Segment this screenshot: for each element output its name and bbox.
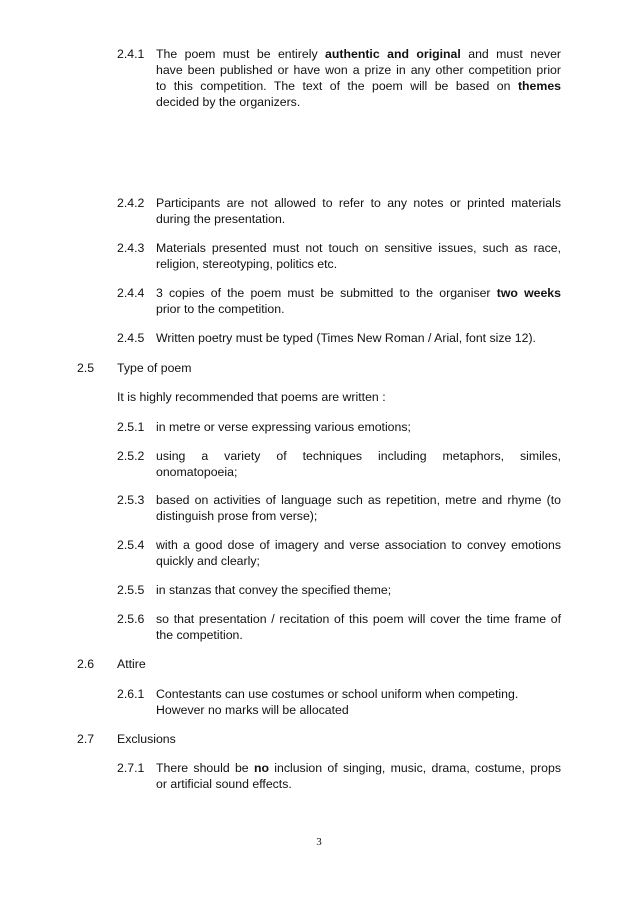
item-2-5-1-line-1: in metre or verse expressing various emotions; [156,420,411,434]
section-number-2-6: 2.6 [77,657,95,671]
item-2-5-6-line-2: the competition. [156,628,243,642]
item-number-2-5-2: 2.5.2 [117,449,145,463]
item-number-2-4-4: 2.4.4 [117,286,145,300]
section-title-exclusions: Exclusions [117,732,176,746]
item-2-5-2-line-1: using a variety of techniques including metaphors, similes, [156,449,561,463]
section-title-type-of-poem: Type of poem [117,361,192,375]
item-2-4-4-line-2: prior to the competition. [156,302,285,316]
item-2-4-5-line-1: Written poetry must be typed (Times New Roman / Arial, font size 12). [156,331,536,345]
item-number-2-7-1: 2.7.1 [117,761,145,775]
item-number-2-5-6: 2.5.6 [117,612,145,626]
item-number-2-5-4: 2.5.4 [117,538,145,552]
item-number-2-6-1: 2.6.1 [117,687,145,701]
item-2-4-2-line-2: during the presentation. [156,212,286,226]
item-number-2-4-3: 2.4.3 [117,241,145,255]
item-number-2-5-5: 2.5.5 [117,583,145,597]
item-2-4-1-line-4: decided by the organizers. [156,95,301,109]
item-2-5-6-line-1: so that presentation / recitation of this poem will cover the time frame of [156,612,561,626]
item-2-5-4-line-2: quickly and clearly; [156,554,260,568]
section-number-2-5: 2.5 [77,361,95,375]
item-2-4-4-line-1: 3 copies of the poem must be submitted to the organiser two weeks [156,286,561,300]
item-2-4-3-line-1: Materials presented must not touch on sensitive issues, such as race, [156,241,561,255]
item-2-4-2-line-1: Participants are not allowed to refer to any notes or printed materials [156,196,561,210]
item-2-5-2-line-2: onomatopoeia; [156,465,238,479]
item-2-7-1-line-1: There should be no inclusion of singing, music, drama, costume, props [156,761,561,775]
item-number-2-4-1: 2.4.1 [117,47,145,61]
item-2-4-3-line-2: religion, stereotyping, politics etc. [156,257,338,271]
item-2-6-1-line-2: However no marks will be allocated [156,703,349,717]
item-2-4-1-line-1: The poem must be entirely authentic and original and must never [156,47,562,61]
item-2-4-1-line-2: have been published or have won a prize in any other competition prior [156,63,561,77]
item-number-2-5-1: 2.5.1 [117,420,145,434]
item-number-2-4-2: 2.4.2 [117,196,145,210]
page-number: 3 [316,836,322,848]
item-2-7-1-line-2: or artificial sound effects. [156,777,292,791]
item-number-2-4-5: 2.4.5 [117,331,145,345]
item-number-2-5-3: 2.5.3 [117,493,145,507]
item-2-5-5-line-1: in stanzas that convey the specified theme; [156,583,392,597]
item-2-6-1-line-1: Contestants can use costumes or school uniform when competing. [156,687,519,701]
item-2-5-3-line-2: distinguish prose from verse); [156,509,318,523]
section-title-attire: Attire [117,657,146,671]
section-number-2-7: 2.7 [77,732,95,746]
item-2-5-3-line-1: based on activities of language such as repetition, metre and rhyme (to [156,493,561,507]
item-2-5-4-line-1: with a good dose of imagery and verse association to convey emotions [156,538,561,552]
section-2-5-intro: It is highly recommended that poems are written : [117,390,386,404]
item-2-4-1-line-3: to this competition. The text of the poem will be based on themes [156,79,561,93]
